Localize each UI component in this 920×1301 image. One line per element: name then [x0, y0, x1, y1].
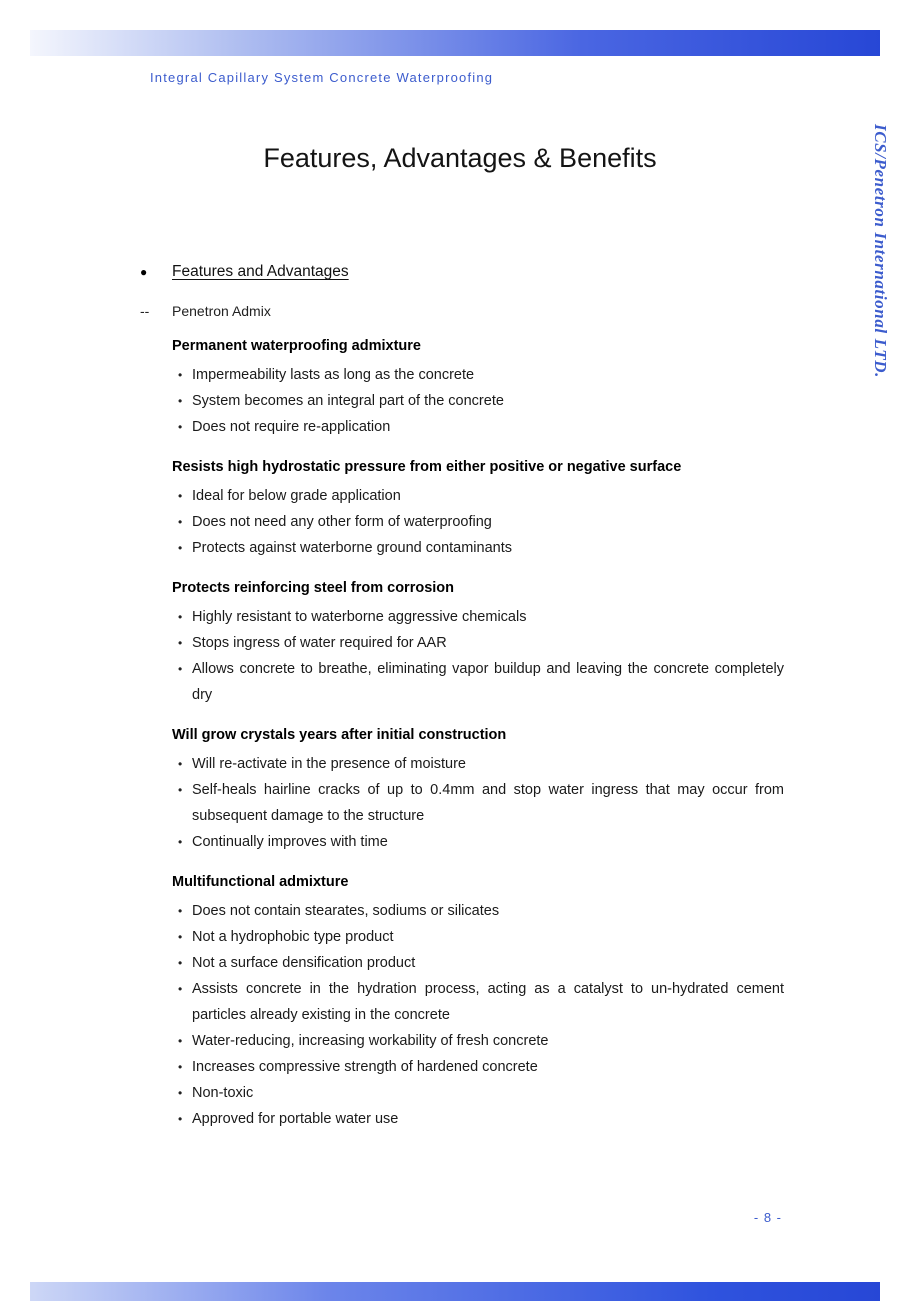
list-item	[178, 535, 784, 561]
list-item	[178, 751, 784, 777]
list-item-text: Impermeability lasts as long as the concrete	[192, 367, 475, 383]
section-bullet-icon: ●	[140, 265, 148, 279]
list-item	[178, 483, 784, 509]
bullet-icon: •	[178, 1034, 183, 1048]
side-vertical-text: ICS/Penetron International LTD.	[871, 124, 890, 378]
list-item-text: Assists concrete in the hydration process, acting as a catalyst to un-hydrated cement particles already existing in the concrete	[192, 981, 784, 1023]
feature-group	[140, 459, 784, 561]
list-item-text: Highly resistant to waterborne aggressive chemicals	[192, 609, 527, 625]
bullet-icon: •	[178, 368, 183, 382]
bullet-icon: •	[178, 982, 183, 996]
section-heading-row	[140, 263, 784, 281]
group-heading: Will grow crystals years after initial construction	[172, 727, 507, 743]
list-item-text: Does not need any other form of waterproofing	[192, 514, 492, 530]
list-item	[178, 924, 784, 950]
feature-group	[140, 874, 784, 1132]
list-item	[178, 509, 784, 535]
feature-group	[140, 727, 784, 855]
group-heading: Protects reinforcing steel from corrosion	[172, 580, 455, 596]
feature-group	[140, 580, 784, 708]
list-item-text: Approved for portable water use	[192, 1111, 399, 1127]
bullet-icon: •	[178, 783, 183, 797]
bullet-icon: •	[178, 956, 183, 970]
document-header: Integral Capillary System Concrete Waterproofing	[150, 70, 494, 85]
top-gradient-bar	[30, 30, 880, 56]
list-item	[178, 604, 784, 630]
list-item-text: Water-reducing, increasing workability of fresh concrete	[192, 1033, 549, 1049]
list-item-text: Continually improves with time	[192, 834, 388, 850]
list-item-text: Not a hydrophobic type product	[192, 929, 394, 945]
bullet-icon: •	[178, 489, 183, 503]
product-row	[140, 303, 784, 319]
list-item-text: Will re-activate in the presence of moisture	[192, 756, 466, 772]
list-item-text: Non-toxic	[192, 1085, 254, 1101]
list-item	[178, 898, 784, 924]
list-item	[178, 414, 784, 440]
page-title: Features, Advantages & Benefits	[263, 143, 657, 173]
list-item-text: Self-heals hairline cracks of up to 0.4mm and stop water ingress that may occur from subsequent damage to the structure	[192, 782, 784, 824]
content-area	[140, 263, 784, 1132]
list-item-text: Allows concrete to breathe, eliminating vapor buildup and leaving the concrete completely dry	[192, 661, 784, 703]
list-item	[178, 950, 784, 976]
dash-marker: --	[140, 303, 150, 319]
list-item	[178, 1054, 784, 1080]
bottom-gradient-bar	[30, 1282, 880, 1301]
product-label: Penetron Admix	[172, 303, 271, 319]
section-title: Features and Advantages	[172, 263, 349, 280]
list-item	[178, 829, 784, 855]
bullet-icon: •	[178, 1060, 183, 1074]
bullet-icon: •	[178, 636, 183, 650]
list-item	[178, 362, 784, 388]
list-item-text: System becomes an integral part of the concrete	[192, 393, 504, 409]
bullet-icon: •	[178, 835, 183, 849]
bullet-icon: •	[178, 662, 183, 676]
bullet-icon: •	[178, 1112, 183, 1126]
group-heading: Permanent waterproofing admixture	[172, 338, 421, 354]
bullet-icon: •	[178, 420, 183, 434]
bullet-icon: •	[178, 757, 183, 771]
bullet-icon: •	[178, 541, 183, 555]
list-item	[178, 1080, 784, 1106]
list-item	[178, 777, 784, 829]
list-item-text: Does not require re-application	[192, 419, 391, 435]
list-item-text: Does not contain stearates, sodiums or silicates	[192, 903, 500, 919]
list-item-text: Stops ingress of water required for AAR	[192, 635, 447, 651]
group-heading: Resists high hydrostatic pressure from either positive or negative surface	[172, 459, 682, 475]
list-item-text: Increases compressive strength of hardened concrete	[192, 1059, 538, 1075]
list-item	[178, 388, 784, 414]
feature-group	[140, 338, 784, 440]
bullet-icon: •	[178, 610, 183, 624]
bullet-icon: •	[178, 515, 183, 529]
list-item	[178, 630, 784, 656]
bullet-icon: •	[178, 394, 183, 408]
group-heading: Multifunctional admixture	[172, 874, 349, 890]
list-item	[178, 656, 784, 708]
bullet-icon: •	[178, 904, 183, 918]
list-item	[178, 1028, 784, 1054]
list-item-text: Protects against waterborne ground contaminants	[192, 540, 512, 556]
list-item-text: Not a surface densification product	[192, 955, 416, 971]
page-number: - 8 -	[753, 1210, 782, 1225]
bullet-icon: •	[178, 1086, 183, 1100]
list-item	[178, 976, 784, 1028]
list-item	[178, 1106, 784, 1132]
list-item-text: Ideal for below grade application	[192, 488, 401, 504]
bullet-icon: •	[178, 930, 183, 944]
